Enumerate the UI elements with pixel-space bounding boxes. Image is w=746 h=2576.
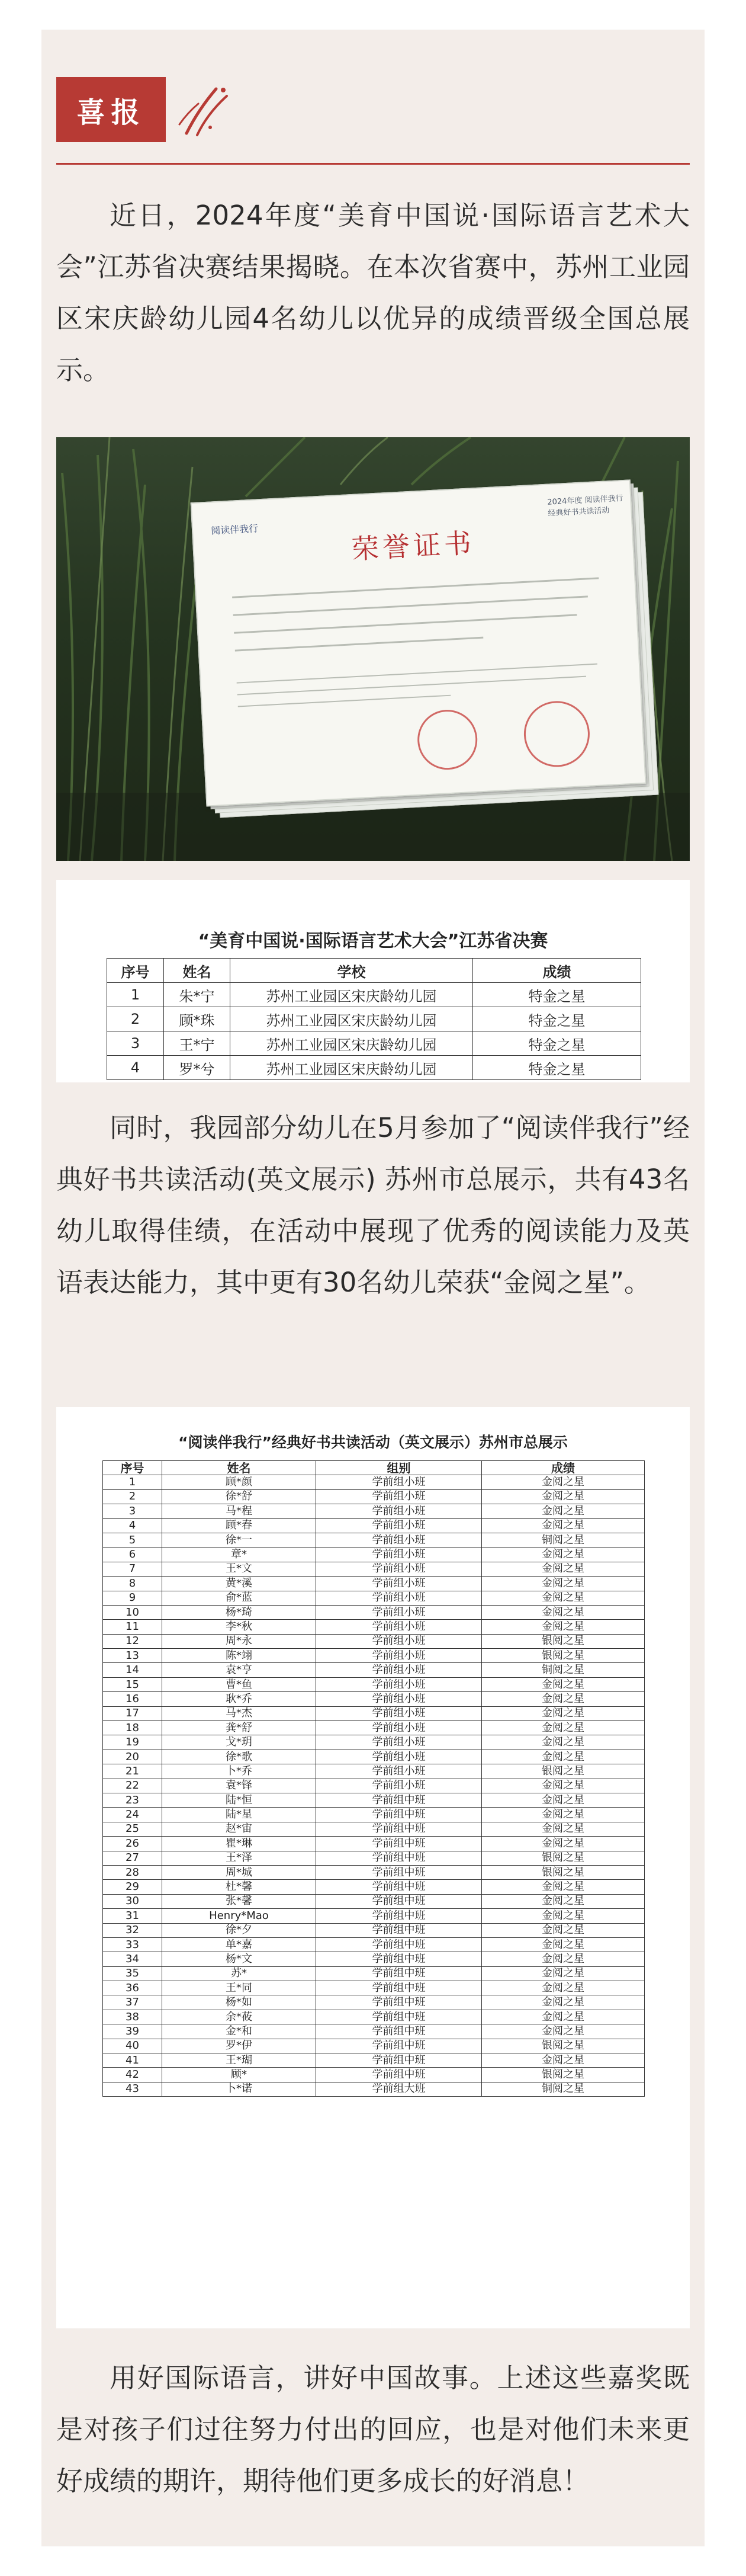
cell-result: 铜阅之星 — [482, 1533, 645, 1547]
cell-index: 3 — [103, 1504, 162, 1518]
good-news-tag: 喜报 — [56, 77, 166, 142]
cell-index: 33 — [103, 1937, 162, 1952]
cell-index: 2 — [107, 1007, 164, 1031]
cell-index: 22 — [103, 1779, 162, 1793]
cell-result: 金阅之星 — [482, 1677, 645, 1691]
closing-paragraph: 用好国际语言，讲好中国故事。上述这些嘉奖既是对孩子们过往努力付出的回应，也是对他们未来更好成绩的期许，期待他们更多成长的好消息！ — [56, 2362, 690, 2497]
cell-school-or-group: 学前组中班 — [316, 1822, 482, 1836]
cell-result: 金阅之星 — [482, 2053, 645, 2068]
cell-result: 金阅之星 — [482, 1504, 645, 1518]
table-row — [103, 1504, 645, 1518]
cell-result: 金阅之星 — [482, 1923, 645, 1937]
cell-school-or-group: 学前组小班 — [316, 1605, 482, 1619]
cell-name: 马*程 — [162, 1504, 316, 1518]
cell-school-or-group: 学前组小班 — [316, 1562, 482, 1576]
cell-school-or-group: 学前组中班 — [316, 1808, 482, 1822]
table-row — [103, 1533, 645, 1547]
cell-name: 马*杰 — [162, 1706, 316, 1720]
cell-index: 23 — [103, 1793, 162, 1807]
brush-stroke-icon — [175, 77, 234, 142]
table-row — [103, 2068, 645, 2082]
table-row — [107, 983, 641, 1007]
cell-school-or-group: 学前组中班 — [316, 1851, 482, 1865]
cell-name: 罗*伊 — [162, 2039, 316, 2053]
cell-name: 苏* — [162, 1966, 316, 1981]
cell-school-or-group: 学前组中班 — [316, 2024, 482, 2039]
cell-index: 14 — [103, 1663, 162, 1677]
cell-school-or-group: 学前组中班 — [316, 1995, 482, 2010]
cell-name: 顾*颜 — [162, 1475, 316, 1489]
cell-result: 特金之星 — [473, 983, 641, 1007]
cell-result: 银阅之星 — [482, 1764, 645, 1779]
cell-school-or-group: 学前组小班 — [316, 1547, 482, 1562]
cell-name: 王*宁 — [164, 1031, 230, 1056]
cell-index: 20 — [103, 1750, 162, 1764]
cell-index: 18 — [103, 1721, 162, 1735]
cell-result: 金阅之星 — [482, 1475, 645, 1489]
cell-index: 36 — [103, 1981, 162, 1995]
cell-result: 金阅之星 — [482, 1721, 645, 1735]
table-row — [103, 1475, 645, 1489]
cell-name: 徐*一 — [162, 1533, 316, 1547]
cell-name: 李*秋 — [162, 1620, 316, 1634]
cell-name: 顾*春 — [162, 1518, 316, 1533]
cell-index: 26 — [103, 1837, 162, 1851]
table-row — [103, 1692, 645, 1706]
cell-index: 9 — [103, 1591, 162, 1605]
cell-school-or-group: 学前组小班 — [316, 1721, 482, 1735]
cell-index: 32 — [103, 1923, 162, 1937]
cell-name: 袁*铎 — [162, 1779, 316, 1793]
cell-school-or-group: 学前组小班 — [316, 1634, 482, 1648]
cell-result: 金阅之星 — [482, 1837, 645, 1851]
cell-index: 35 — [103, 1966, 162, 1981]
cell-result: 金阅之星 — [482, 1779, 645, 1793]
cell-index: 39 — [103, 2024, 162, 2039]
cell-index: 10 — [103, 1605, 162, 1619]
cell-result: 金阅之星 — [482, 1937, 645, 1952]
table-row — [103, 2039, 645, 2053]
cell-school-or-group: 学前组小班 — [316, 1663, 482, 1677]
table-row — [103, 2082, 645, 2096]
intro-paragraph: 近日，2024年度“美育中国说·国际语言艺术大会”江苏省决赛结果揭晓。在本次省赛中，苏州工业园区宋庆龄幼儿园4名幼儿以优异的成绩晋级全国总展示。 — [56, 200, 690, 386]
cell-result: 金阅之星 — [482, 1909, 645, 1923]
col-header-index: 序号 — [107, 959, 164, 983]
table-row — [103, 1865, 645, 1879]
table-row — [103, 1605, 645, 1619]
header-divider — [56, 163, 690, 165]
table-row — [103, 1489, 645, 1504]
table-row — [103, 1764, 645, 1779]
table-row — [103, 1937, 645, 1952]
table-row — [107, 1007, 641, 1031]
cell-result: 特金之星 — [473, 1031, 641, 1056]
cell-index: 42 — [103, 2068, 162, 2082]
certificate-stack — [191, 479, 657, 816]
cell-school-or-group: 学前组中班 — [316, 1837, 482, 1851]
cell-school-or-group: 学前组中班 — [316, 1880, 482, 1894]
cell-name: 瞿*琳 — [162, 1837, 316, 1851]
cell-name: 周*城 — [162, 1865, 316, 1879]
cell-index: 38 — [103, 2010, 162, 2024]
table-row — [103, 2053, 645, 2068]
cell-name: 杜*馨 — [162, 1880, 316, 1894]
cell-index: 37 — [103, 1995, 162, 2010]
provincial-results-panel — [56, 880, 690, 1082]
cell-school-or-group: 学前组小班 — [316, 1577, 482, 1591]
table-row — [103, 1981, 645, 1995]
cell-result: 金阅之星 — [482, 1894, 645, 1908]
cell-result: 银阅之星 — [482, 1634, 645, 1648]
cell-index: 1 — [107, 983, 164, 1007]
cell-school-or-group: 学前组小班 — [316, 1591, 482, 1605]
cell-index: 2 — [103, 1489, 162, 1504]
cell-result: 铜阅之星 — [482, 2082, 645, 2096]
cell-school-or-group: 学前组中班 — [316, 1966, 482, 1981]
cell-result: 金阅之星 — [482, 1518, 645, 1533]
cell-result: 银阅之星 — [482, 2039, 645, 2053]
provincial-table-title: “美育中国说·国际语言艺术大会”江苏省决赛 — [198, 931, 548, 951]
cell-name: 金*和 — [162, 2024, 316, 2039]
table-row — [103, 1620, 645, 1634]
table-row — [103, 1909, 645, 1923]
table-row — [103, 1721, 645, 1735]
cell-index: 6 — [103, 1547, 162, 1562]
cell-result: 金阅之星 — [482, 1735, 645, 1750]
cell-name: 王*泽 — [162, 1851, 316, 1865]
cell-index: 12 — [103, 1634, 162, 1648]
cell-school-or-group: 苏州工业园区宋庆龄幼儿园 — [230, 1007, 473, 1031]
city-table-title: “阅读伴我行”经典好书共读活动（英文展示）苏州市总展示 — [178, 1434, 568, 1451]
cell-name: 陆*恒 — [162, 1793, 316, 1807]
cell-result: 银阅之星 — [482, 2068, 645, 2082]
cell-result: 金阅之星 — [482, 2024, 645, 2039]
cell-name: 朱*宁 — [164, 983, 230, 1007]
table-row — [103, 1562, 645, 1576]
table-row — [103, 2024, 645, 2039]
cell-index: 41 — [103, 2053, 162, 2068]
table-row — [103, 1952, 645, 1966]
cell-name: 顾* — [162, 2068, 316, 2082]
cell-school-or-group: 学前组小班 — [316, 1677, 482, 1691]
cell-index: 40 — [103, 2039, 162, 2053]
cell-name: 杨*文 — [162, 1952, 316, 1966]
table-header-row — [107, 959, 641, 983]
cell-result: 银阅之星 — [482, 1865, 645, 1879]
cell-result: 特金之星 — [473, 1007, 641, 1031]
cell-index: 4 — [107, 1056, 164, 1080]
cell-name: 赵*宙 — [162, 1822, 316, 1836]
cell-result: 金阅之星 — [482, 1547, 645, 1562]
cell-name: 徐*夕 — [162, 1923, 316, 1937]
cell-name: 俞*蓝 — [162, 1591, 316, 1605]
cell-result: 金阅之星 — [482, 1750, 645, 1764]
cell-result: 金阅之星 — [482, 1880, 645, 1894]
col-header-result: 成绩 — [473, 959, 641, 983]
cell-name: 耿*乔 — [162, 1692, 316, 1706]
cell-index: 7 — [103, 1562, 162, 1576]
middle-paragraph: 同时，我园部分幼儿在5月参加了“阅读伴我行”经典好书共读活动(英文展示) 苏州市总展示，共有43名幼儿取得佳绩，在活动中展现了优秀的阅读能力及英语表达能力，其中更有30名幼儿荣获“金阅之星”。 — [56, 1112, 690, 1298]
table-row — [103, 2010, 645, 2024]
table-row — [103, 1634, 645, 1648]
table-row — [103, 1822, 645, 1836]
cell-name: 戈*玥 — [162, 1735, 316, 1750]
cell-name: 罗*兮 — [164, 1056, 230, 1080]
cell-result: 金阅之星 — [482, 1995, 645, 2010]
table-row — [103, 1837, 645, 1851]
cell-index: 34 — [103, 1952, 162, 1966]
cell-name: 卜*诺 — [162, 2082, 316, 2096]
col-header-school: 学校 — [230, 959, 473, 983]
cell-name: Henry*Mao — [162, 1909, 316, 1923]
cell-name: 黄*溪 — [162, 1577, 316, 1591]
cell-name: 张*馨 — [162, 1894, 316, 1908]
table-row — [103, 1591, 645, 1605]
table-row — [107, 1031, 641, 1056]
table-row — [103, 1663, 645, 1677]
certificate-title: 荣誉证书 — [351, 527, 476, 566]
cell-school-or-group: 学前组中班 — [316, 1952, 482, 1966]
cell-name: 王*同 — [162, 1981, 316, 1995]
cell-result: 金阅之星 — [482, 1562, 645, 1576]
cell-result: 特金之星 — [473, 1056, 641, 1080]
cell-school-or-group: 学前组中班 — [316, 1937, 482, 1952]
table-row — [107, 1056, 641, 1080]
cell-result: 金阅之星 — [482, 1981, 645, 1995]
cell-school-or-group: 学前组小班 — [316, 1735, 482, 1750]
cell-index: 16 — [103, 1692, 162, 1706]
cell-school-or-group: 学前组小班 — [316, 1533, 482, 1547]
cell-index: 15 — [103, 1677, 162, 1691]
table-header-row — [103, 1461, 645, 1475]
cell-index: 8 — [103, 1577, 162, 1591]
table-row — [103, 1518, 645, 1533]
cell-school-or-group: 学前组中班 — [316, 1923, 482, 1937]
table-row — [103, 1880, 645, 1894]
cell-name: 龚*舒 — [162, 1721, 316, 1735]
cell-index: 11 — [103, 1620, 162, 1634]
table-row — [103, 1649, 645, 1663]
table-row — [103, 1706, 645, 1720]
col-header-result: 成绩 — [482, 1461, 645, 1475]
cell-school-or-group: 学前组小班 — [316, 1504, 482, 1518]
table-row — [103, 1894, 645, 1908]
cell-school-or-group: 学前组中班 — [316, 1793, 482, 1807]
red-seal-right — [522, 700, 591, 769]
cell-name: 单*嘉 — [162, 1937, 316, 1952]
cell-result: 金阅之星 — [482, 2010, 645, 2024]
cell-index: 13 — [103, 1649, 162, 1663]
cell-name: 陈*翊 — [162, 1649, 316, 1663]
cell-index: 31 — [103, 1909, 162, 1923]
table-row — [103, 1750, 645, 1764]
cell-result: 金阅之星 — [482, 1822, 645, 1836]
cell-result: 金阅之星 — [482, 1489, 645, 1504]
cell-index: 5 — [103, 1533, 162, 1547]
red-seal-left — [416, 709, 479, 771]
city-results-panel — [56, 1407, 690, 2328]
cell-name: 卜*乔 — [162, 1764, 316, 1779]
cell-result: 金阅之星 — [482, 1793, 645, 1807]
table-row — [103, 1547, 645, 1562]
cell-school-or-group: 学前组小班 — [316, 1649, 482, 1663]
article-card — [41, 30, 705, 2546]
cell-school-or-group: 学前组中班 — [316, 1909, 482, 1923]
cell-result: 金阅之星 — [482, 1591, 645, 1605]
table-row — [103, 1793, 645, 1807]
cell-index: 27 — [103, 1851, 162, 1865]
cell-school-or-group: 学前组小班 — [316, 1620, 482, 1634]
cell-school-or-group: 学前组中班 — [316, 2068, 482, 2082]
cell-index: 19 — [103, 1735, 162, 1750]
cell-school-or-group: 学前组小班 — [316, 1750, 482, 1764]
cell-index: 43 — [103, 2082, 162, 2096]
certificate — [191, 479, 647, 806]
table-row — [103, 1808, 645, 1822]
table-row — [103, 1923, 645, 1937]
cell-name: 王*文 — [162, 1562, 316, 1576]
cell-name: 顾*珠 — [164, 1007, 230, 1031]
cell-index: 17 — [103, 1706, 162, 1720]
cell-school-or-group: 苏州工业园区宋庆龄幼儿园 — [230, 1056, 473, 1080]
cell-index: 28 — [103, 1865, 162, 1879]
cell-result: 金阅之星 — [482, 1966, 645, 1981]
table-row — [103, 1577, 645, 1591]
cell-result: 金阅之星 — [482, 1577, 645, 1591]
cell-name: 袁*亨 — [162, 1663, 316, 1677]
col-header-name: 姓名 — [162, 1461, 316, 1475]
cell-result: 金阅之星 — [482, 1808, 645, 1822]
table-row — [103, 1779, 645, 1793]
cell-index: 29 — [103, 1880, 162, 1894]
table-row — [103, 1995, 645, 2010]
cell-result: 铜阅之星 — [482, 1663, 645, 1677]
cell-name: 徐*舒 — [162, 1489, 316, 1504]
cell-name: 周*永 — [162, 1634, 316, 1648]
cell-school-or-group: 学前组大班 — [316, 2082, 482, 2096]
col-header-name: 姓名 — [164, 959, 230, 983]
cell-result: 金阅之星 — [482, 1620, 645, 1634]
certificate-logo: 阅读伴我行 — [210, 523, 259, 537]
cell-result: 银阅之星 — [482, 1649, 645, 1663]
cell-name: 杨*如 — [162, 1995, 316, 2010]
cell-name: 王*瑚 — [162, 2053, 316, 2068]
header — [41, 30, 705, 148]
cell-school-or-group: 学前组中班 — [316, 2053, 482, 2068]
cell-school-or-group: 学前组小班 — [316, 1706, 482, 1720]
cell-school-or-group: 学前组小班 — [316, 1779, 482, 1793]
cell-school-or-group: 学前组中班 — [316, 2010, 482, 2024]
cell-name: 陆*星 — [162, 1808, 316, 1822]
cell-name: 章* — [162, 1547, 316, 1562]
cell-result: 银阅之星 — [482, 1851, 645, 1865]
cell-school-or-group: 学前组中班 — [316, 1981, 482, 1995]
cell-school-or-group: 学前组中班 — [316, 1894, 482, 1908]
cell-school-or-group: 学前组小班 — [316, 1692, 482, 1706]
cell-index: 30 — [103, 1894, 162, 1908]
cell-index: 21 — [103, 1764, 162, 1779]
cell-result: 金阅之星 — [482, 1605, 645, 1619]
cell-school-or-group: 苏州工业园区宋庆龄幼儿园 — [230, 1031, 473, 1056]
cell-school-or-group: 苏州工业园区宋庆龄幼儿园 — [230, 983, 473, 1007]
table-row — [103, 1851, 645, 1865]
table-row — [103, 1677, 645, 1691]
cell-name: 徐*歌 — [162, 1750, 316, 1764]
certificate-photo — [56, 437, 690, 861]
cell-result: 金阅之星 — [482, 1952, 645, 1966]
cell-school-or-group: 学前组小班 — [316, 1475, 482, 1489]
cell-index: 3 — [107, 1031, 164, 1056]
cell-name: 余*莜 — [162, 2010, 316, 2024]
cell-name: 曹*鱼 — [162, 1677, 316, 1691]
city-results-table — [102, 1460, 645, 2097]
cell-name: 杨*琦 — [162, 1605, 316, 1619]
cell-index: 4 — [103, 1518, 162, 1533]
col-header-group: 组别 — [316, 1461, 482, 1475]
cell-index: 24 — [103, 1808, 162, 1822]
cell-index: 25 — [103, 1822, 162, 1836]
table-row — [103, 1735, 645, 1750]
cell-result: 金阅之星 — [482, 1692, 645, 1706]
cell-index: 1 — [103, 1475, 162, 1489]
cell-school-or-group: 学前组小班 — [316, 1489, 482, 1504]
provincial-results-table — [107, 958, 641, 1080]
cell-school-or-group: 学前组中班 — [316, 1865, 482, 1879]
certificate-badge: 2024年度 阅读伴我行 经典好书共读活动 — [547, 494, 623, 518]
cell-school-or-group: 学前组小班 — [316, 1518, 482, 1533]
col-header-index: 序号 — [103, 1461, 162, 1475]
cell-result: 金阅之星 — [482, 1706, 645, 1720]
table-row — [103, 1966, 645, 1981]
cell-school-or-group: 学前组小班 — [316, 1764, 482, 1779]
cell-school-or-group: 学前组中班 — [316, 2039, 482, 2053]
